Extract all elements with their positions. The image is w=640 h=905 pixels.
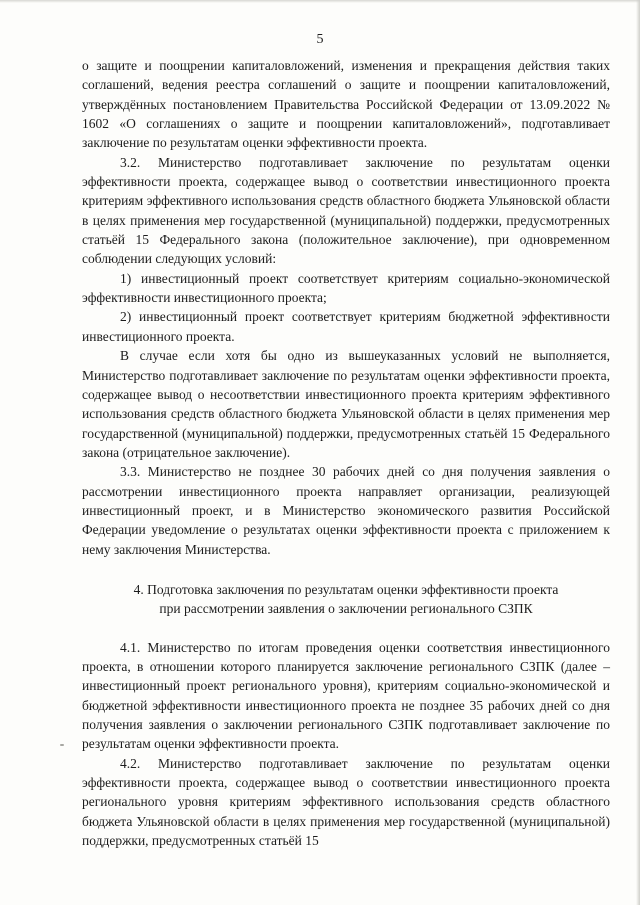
list-item-2: 2) инвестиционный проект соответствует критериям бюджетной эффективности инвестиционного проекта. <box>82 309 610 344</box>
paragraph-3-2: 3.2. Министерство подготавливает заключение по результатам оценки эффективности проекта, содержащее вывод о соответствии инвестиционного проекта критериям эффективного использования средств областного бюджета Ульяновской области в целях применения мер государственной (муниципальной) поддержки, предусмотренных статьёй 15 Федерального закона (положительное заключение), при одновременном соблюдении следующих условий: <box>82 154 610 267</box>
paragraph-3-3: 3.3. Министерство не позднее 30 рабочих дней со дня получения заявления о рассмотрении инвестиционного проекта направляет организации, реализующей инвестиционный проект, и в Министерство экономического развития Российской Федерации уведомление о результатах оценки эффективности проекта с приложением к нему заключения Министерства. <box>82 464 610 557</box>
scan-edge-top <box>0 0 640 3</box>
paragraph-continuation: о защите и поощрении капиталовложений, изменения и прекращения действия таких соглашений, ведения реестра соглашений о защите и поощрении капиталовложений, утверждённых постановлением Правительства Российской Федерации от 13.09.2022 № 1602 «О соглашениях о защите и поощрении капиталовложений», подготавливает заключение по результатам оценки эффективности проекта. <box>82 58 610 151</box>
scan-speck <box>60 744 64 746</box>
section-heading-4 <box>82 580 610 619</box>
paragraph-negative-conclusion: В случае если хотя бы одно из вышеуказанных условий не выполняется, Министерство подготавливает заключение по результатам оценки эффективности проекта, содержащее вывод о несоответствии инвестиционного проекта критериям эффективного использования средств областного бюджета Ульяновской области в целях применения мер государственной (муниципальной) поддержки, предусмотренных статьёй 15 Федерального закона (отрицательное заключение). <box>82 348 610 460</box>
page-number: 5 <box>316 32 324 47</box>
section-heading-line-1: 4. Подготовка заключения по результатам оценки эффективности проекта <box>133 581 559 597</box>
document-body <box>82 56 610 850</box>
list-item-1: 1) инвестиционный проект соответствует критериям социально-экономической эффективности инвестиционного проекта; <box>82 270 610 306</box>
section-heading-line-2: при рассмотрении заявления о заключении регионального СЗПК <box>159 601 533 617</box>
scan-edge-right <box>636 0 640 905</box>
paragraph-4-2: 4.2. Министерство подготавливает заключение по результатам оценки эффективности проекта, содержащее вывод о соответствии инвестиционного проекта регионального уровня критериям эффективного использования средств областного бюджета Ульяновской области в целях применения мер государственной (муниципальной) поддержки, предусмотренных статьёй 15 <box>82 755 610 849</box>
paragraph-4-1: 4.1. Министерство по итогам проведения оценки соответствия инвестиционного проекта, в отношении которого планируется заключение регионального СЗПК (далее – инвестиционный проект регионального уровня), критериям социально-экономической и бюджетной эффективности инвестиционного проекта не позднее 35 рабочих дней со дня получения заявления о заключении регионального СЗПК подготавливает заключение по результатам оценки эффективности проекта. <box>82 639 610 752</box>
